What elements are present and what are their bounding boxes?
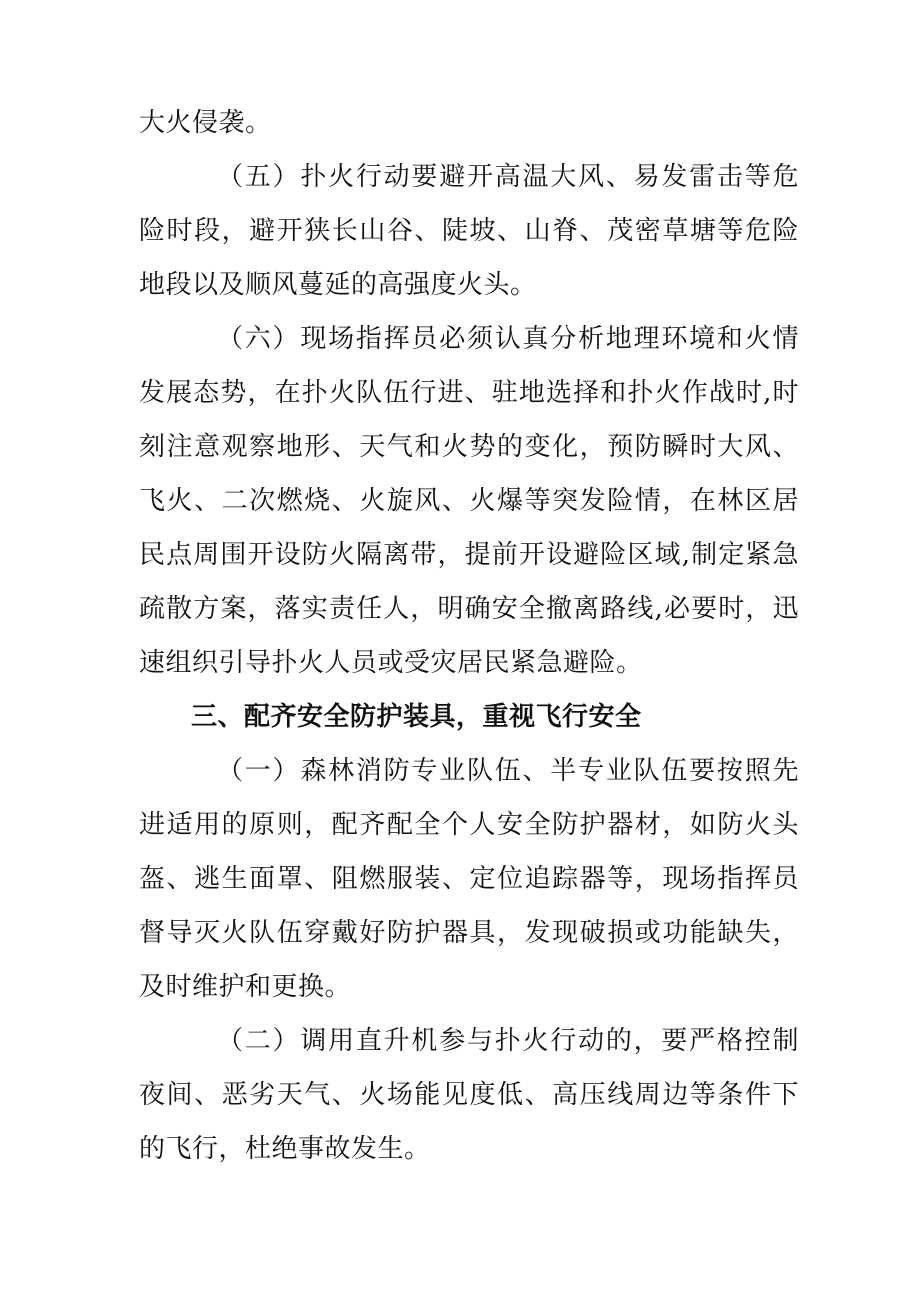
paragraph-item-5: （五）扑火行动要避开高温大风、易发雷击等危险时段，避开狭长山谷、陡坡、山脊、茂密草塘等危险地段以及顺风蔓延的高强度火头。 [139,162,799,300]
section-heading-3: 三、配齐安全防护装具，重视飞行安全 [191,702,642,732]
document-body [139,96,799,1176]
paragraph-item-6: （六）现场指挥员必须认真分析地理环境和火情发展态势，在扑火队伍行进、驻地选择和扑火作战时,时刻注意观察地形、天气和火势的变化，预防瞬时大风、飞火、二次燃烧、火旋风、火爆等突发险情，在林区居民点周围开设防火隔离带，提前开设避险区域,制定紧急疏散方案，落实责任人，明确安全撤离路线,必要时，迅速组织引导扑火人员或受灾居民紧急避险。 [139,324,799,678]
paragraph-item-1: （一）森林消防专业队伍、半专业队伍要按照先进适用的原则，配齐配全个人安全防护器材，如防火头盔、逃生面罩、阻燃服装、定位追踪器等，现场指挥员督导灭火队伍穿戴好防护器具，发现破损或功能缺失，及时维护和更换。 [139,756,799,1002]
paragraph-item-2: （二）调用直升机参与扑火行动的，要严格控制夜间、恶劣天气、火场能见度低、高压线周边等条件下的飞行，杜绝事故发生。 [139,1026,799,1164]
paragraph-continuation: 大火侵袭。 [139,108,272,138]
